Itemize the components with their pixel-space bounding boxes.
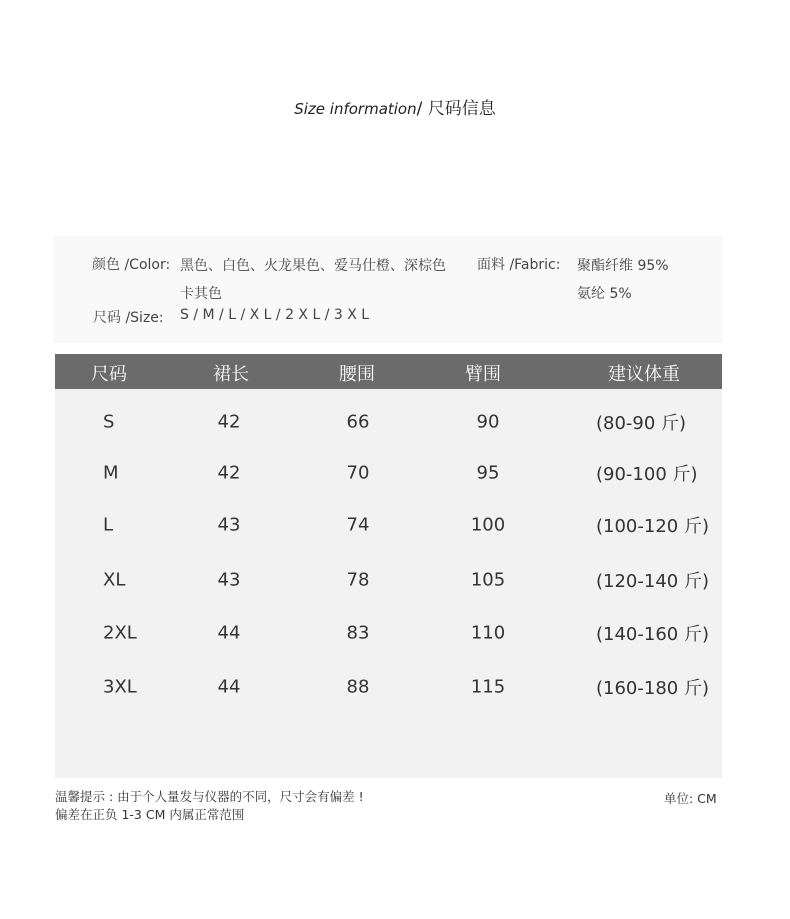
tip-line-1: 温馨提示 : 由于个人量发与仪器的不同，尺寸会有偏差 !: [55, 789, 364, 804]
fabric-label: 面料 /Fabric:: [477, 257, 561, 273]
table-cell: 100: [470, 514, 506, 536]
tip-line-2: 偏差在正负 1-3 CM 内属正常范围: [55, 807, 245, 822]
table-cell: L: [103, 514, 114, 536]
table-cell: 3XL: [103, 676, 137, 698]
table-cell: (120-140 斤): [596, 571, 709, 592]
fabric-value-2: 氨纶 5%: [577, 286, 632, 302]
table-header: [55, 354, 722, 389]
color-value-2: 卡其色: [180, 286, 222, 302]
table-cell: 66: [346, 411, 370, 433]
table-cell: 115: [470, 676, 506, 698]
table-cell: (160-180 斤): [596, 678, 709, 699]
table-cell: 95: [476, 462, 500, 484]
size-value: S / M / L / X L / 2 X L / 3 X L: [180, 307, 370, 323]
product-info-box: [53, 236, 723, 343]
table-cell: 42: [217, 462, 241, 484]
table-cell: 44: [217, 622, 241, 644]
header-arm: 臂围: [465, 364, 501, 385]
header-waist: 腰围: [339, 364, 375, 385]
table-cell: 74: [346, 514, 370, 536]
table-cell: (90-100 斤): [596, 464, 698, 485]
table-cell: S: [103, 411, 115, 433]
table-cell: (80-90 斤): [596, 413, 687, 434]
table-cell: 70: [346, 462, 370, 484]
table-cell: 105: [470, 569, 506, 591]
table-cell: 43: [217, 514, 241, 536]
unit-label: 单位: CM: [664, 791, 717, 806]
header-weight: 建议体重: [608, 364, 680, 385]
table-cell: (140-160 斤): [596, 624, 709, 645]
table-cell: 90: [476, 411, 500, 433]
table-cell: 43: [217, 569, 241, 591]
title-en: Size information: [294, 100, 417, 118]
table-cell: 83: [346, 622, 370, 644]
table-cell: (100-120 斤): [596, 516, 709, 537]
fabric-value: 聚酯纤维 95%: [577, 258, 669, 274]
table-cell: M: [103, 462, 119, 484]
color-label: 颜色 /Color:: [92, 257, 171, 273]
page-title: [0, 94, 790, 119]
header-size: 尺码: [91, 364, 127, 385]
table-cell: 78: [346, 569, 370, 591]
table-cell: 42: [217, 411, 241, 433]
size-label: 尺码 /Size:: [93, 310, 164, 326]
header-length: 裙长: [213, 364, 249, 385]
table-cell: 88: [346, 676, 370, 698]
color-value: 黑色、白色、火龙果色、爱马仕橙、深棕色: [180, 258, 446, 274]
title-cn: / 尺码信息: [416, 99, 496, 119]
table-cell: 2XL: [103, 622, 137, 644]
table-cell: XL: [103, 569, 126, 591]
table-cell: 110: [470, 622, 506, 644]
table-cell: 44: [217, 676, 241, 698]
